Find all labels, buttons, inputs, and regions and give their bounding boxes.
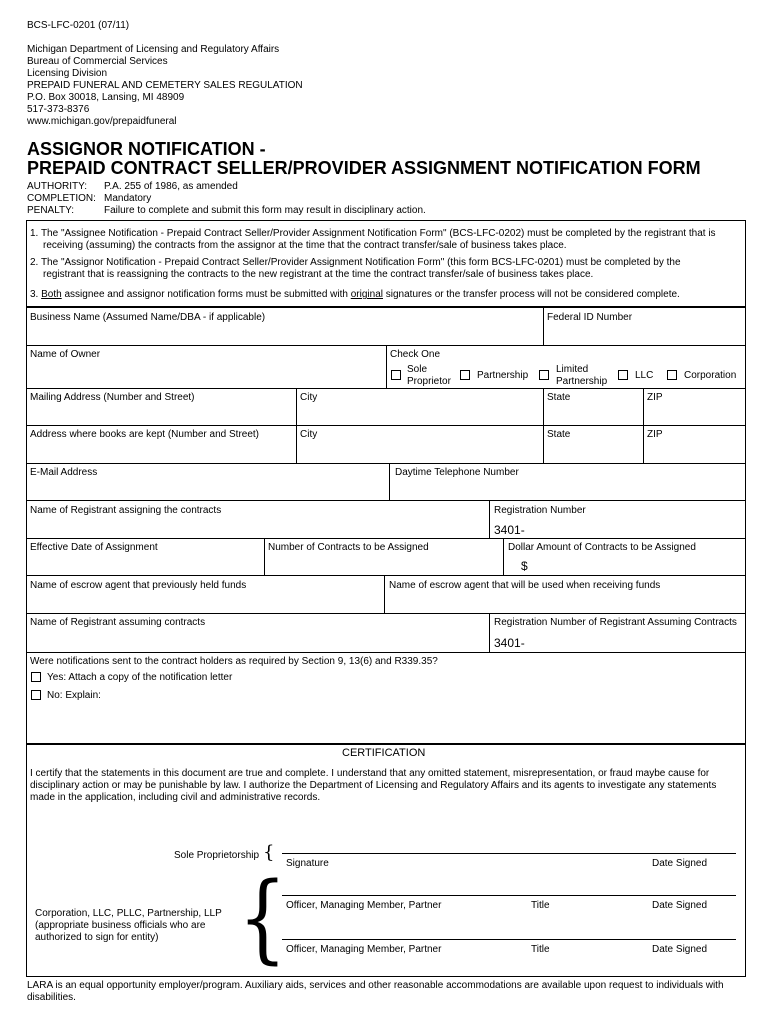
instruction-1: 1. The "Assignee Notification - Prepaid Contract Seller/Provider Assignment Notification Form" (BCS-LFC-0202) must be completed by the registrant that is (30, 228, 716, 239)
books-zip-label: ZIP (647, 429, 663, 440)
officer-label-1: Officer, Managing Member, Partner (286, 900, 442, 911)
no-label: No: Explain: (47, 690, 101, 701)
escrow-new-label: Name of escrow agent that will be used when receiving funds (389, 580, 661, 591)
yes-label: Yes: Attach a copy of the notification letter (47, 672, 233, 683)
corporation-label-3: authorized to sign for entity) (35, 932, 159, 943)
officer-signature-line-2[interactable] (282, 939, 736, 940)
signature-label: Signature (286, 858, 329, 869)
title-label-1: Title (531, 900, 550, 911)
sole-proprietor-label-2: Proprietor (407, 376, 451, 387)
completion-label: COMPLETION: (27, 193, 96, 204)
books-city-label: City (300, 429, 318, 440)
dollar-sign: $ (521, 559, 528, 573)
authority-value: P.A. 255 of 1986, as amended (104, 181, 238, 192)
check-one-label: Check One (390, 349, 441, 360)
brace-icon: { (263, 842, 275, 863)
completion-value: Mandatory (104, 193, 152, 204)
books-address-label: Address where books are kept (Number and Street) (30, 429, 259, 440)
limited-partnership-label-2: Partnership (556, 376, 608, 387)
form-title-line2: PREPAID CONTRACT SELLER/PROVIDER ASSIGNMENT NOTIFICATION FORM (27, 158, 701, 178)
certification-text: I certify that the statements in this document are true and complete. I understand that any omitted statement, misrepresentation, or fraud maybe cause for (30, 768, 710, 779)
authority-label: AUTHORITY: (27, 181, 88, 192)
agency-line: PREPAID FUNERAL AND CEMETERY SALES REGULATION (27, 80, 303, 91)
registrant-assigning-label: Name of Registrant assigning the contracts (30, 505, 222, 516)
instruction-1-cont: receiving (assuming) the contracts from the assignor at the time that the contract transfer/sale of business takes place. (43, 240, 567, 251)
agency-line: P.O. Box 30018, Lansing, MI 48909 (27, 92, 185, 103)
certification-heading: CERTIFICATION (342, 747, 426, 759)
sole-proprietorship-label: Sole Proprietorship (174, 850, 260, 861)
no-checkbox[interactable] (31, 690, 41, 700)
mailing-zip-label: ZIP (647, 392, 663, 403)
mailing-city-label: City (300, 392, 318, 403)
large-brace-icon: { (238, 862, 287, 974)
federal-id-label: Federal ID Number (547, 312, 633, 323)
reg-number-assuming-label: Registration Number of Registrant Assuming Contracts (494, 617, 737, 628)
registration-prefix-2: 3401- (494, 636, 525, 650)
partnership-checkbox[interactable] (460, 370, 470, 380)
limited-partnership-checkbox[interactable] (539, 370, 549, 380)
certification-text: made in the application, including civil and administrative records. (30, 792, 321, 803)
instruction-2-cont: registrant that is reassigning the contracts to the new registrant at the time the contract transfer/sale of business takes place. (43, 269, 594, 280)
owner-name-label: Name of Owner (30, 349, 101, 360)
registration-prefix: 3401- (494, 523, 525, 537)
notifications-question: Were notifications sent to the contract holders as required by Section 9, 13(6) and R339.35? (30, 656, 438, 667)
instruction-2: 2. The "Assignor Notification - Prepaid Contract Seller/Provider Assignment Notification Form" (this form BCS-LFC-0201) must be completed by the (30, 257, 681, 268)
penalty-label: PENALTY: (27, 205, 75, 216)
limited-partnership-label: Limited (556, 364, 589, 375)
agency-website: www.michigan.gov/prepaidfuneral (27, 116, 177, 127)
agency-line: Bureau of Commercial Services (27, 56, 168, 67)
sole-proprietor-label: Sole (407, 364, 428, 375)
partnership-label: Partnership (477, 370, 529, 381)
daytime-phone-label: Daytime Telephone Number (395, 467, 519, 478)
mailing-state-label: State (547, 392, 571, 403)
date-signed-label-2: Date Signed (652, 944, 708, 955)
sole-proprietor-checkbox[interactable] (391, 370, 401, 380)
num-contracts-label: Number of Contracts to be Assigned (268, 542, 429, 553)
registrant-assuming-label: Name of Registrant assuming contracts (30, 617, 206, 628)
date-signed-label-1: Date Signed (652, 900, 708, 911)
officer-signature-line-1[interactable] (282, 895, 736, 896)
email-label: E-Mail Address (30, 467, 98, 478)
mailing-address-label: Mailing Address (Number and Street) (30, 392, 195, 403)
corporation-checkbox[interactable] (667, 370, 677, 380)
llc-checkbox[interactable] (618, 370, 628, 380)
penalty-value: Failure to complete and submit this form may result in disciplinary action. (104, 205, 426, 216)
officer-label-2: Officer, Managing Member, Partner (286, 944, 442, 955)
form-title-line1: ASSIGNOR NOTIFICATION - (27, 139, 266, 159)
agency-line: Michigan Department of Licensing and Regulatory Affairs (27, 44, 280, 55)
footer-text-2: disabilities. (27, 992, 76, 1003)
dollar-amount-label: Dollar Amount of Contracts to be Assigned (508, 542, 696, 553)
sole-signature-line[interactable] (282, 853, 736, 854)
corporation-label-2: (appropriate business officials who are (35, 920, 206, 931)
corporation-label: Corporation (684, 370, 737, 381)
footer-text: LARA is an equal opportunity employer/program. Auxiliary aids, services and other reasonable accommodations are available upon request to individuals with (27, 980, 724, 991)
registration-number-label: Registration Number (494, 505, 586, 516)
certification-text: disciplinary action or may be punishable by law. I authorize the Department of Licensing and Regulatory Affairs and its agents to investigate any statements (30, 780, 717, 791)
escrow-previous-label: Name of escrow agent that previously held funds (30, 580, 247, 591)
title-label-2: Title (531, 944, 550, 955)
business-name-label: Business Name (Assumed Name/DBA - if applicable) (30, 312, 266, 323)
agency-line: 517-373-8376 (27, 104, 90, 115)
date-signed-label: Date Signed (652, 858, 708, 869)
books-state-label: State (547, 429, 571, 440)
llc-label: LLC (635, 370, 654, 381)
instruction-3: 3. Both assignee and assignor notification forms must be submitted with original signatures or the transfer process will not be considered complete. (30, 289, 680, 300)
yes-checkbox[interactable] (31, 672, 41, 682)
corporation-label: Corporation, LLC, PLLC, Partnership, LLP (35, 908, 222, 919)
agency-line: Licensing Division (27, 68, 108, 79)
effective-date-label: Effective Date of Assignment (30, 542, 158, 553)
form-id: BCS-LFC-0201 (07/11) (27, 20, 130, 31)
